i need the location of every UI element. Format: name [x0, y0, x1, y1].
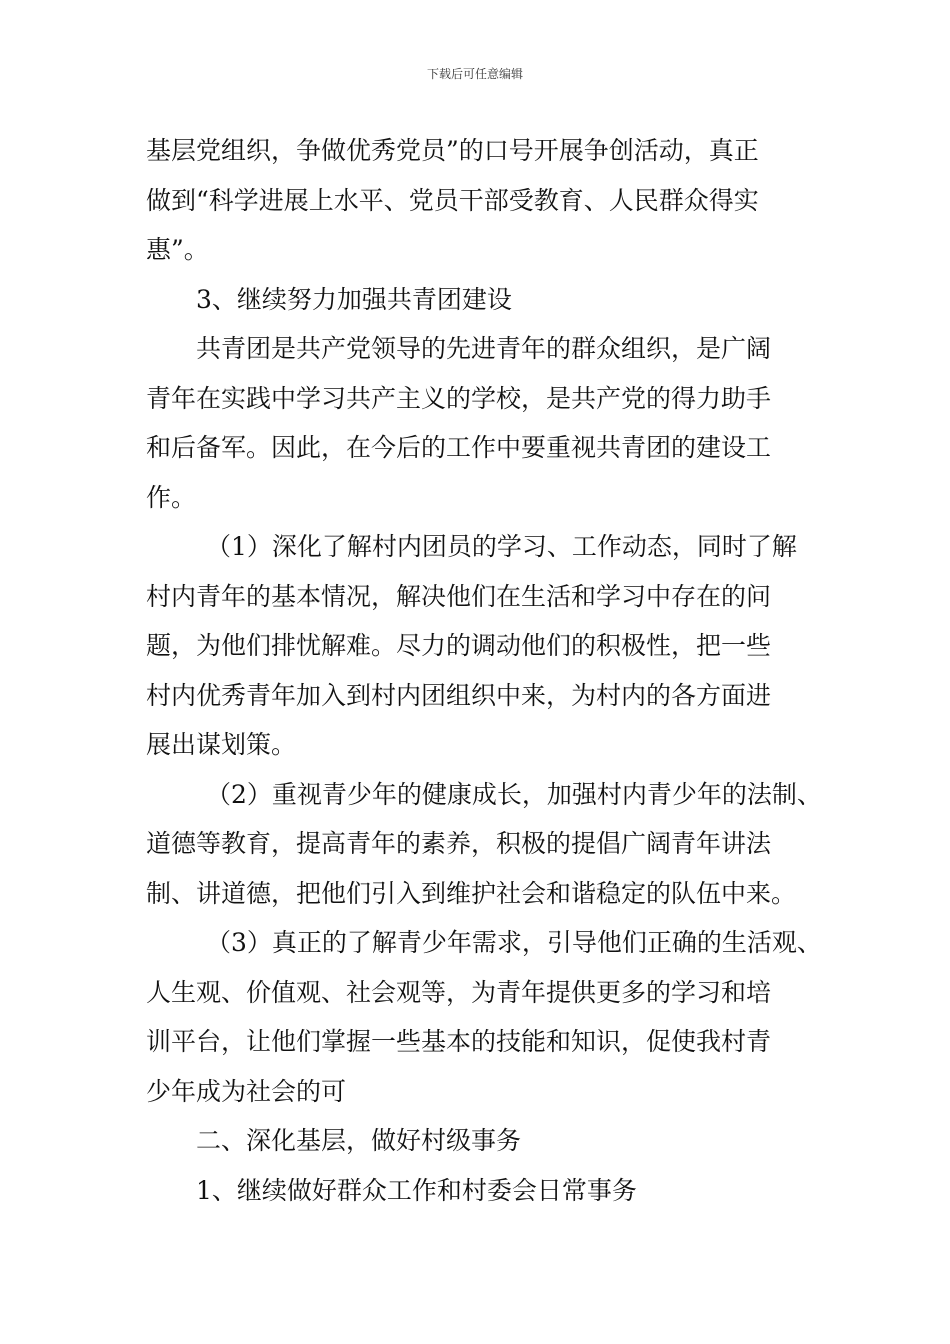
list-item-start: （1）深化了解村内团员的学习、工作动态，同时了解	[206, 532, 797, 561]
text-line: 和后备军。因此，在今后的工作中要重视共青团的建设工	[146, 433, 772, 462]
paragraph-start: 共青团是共产党领导的先进青年的群众组织，是广阔	[196, 334, 772, 363]
text-line: 青年在实践中学习共产主义的学校，是共产党的得力助手	[146, 383, 772, 413]
text-line: 展出谋划策。	[146, 730, 297, 759]
text-line: 训平台，让他们掌握一些基本的技能和知识，促使我村青	[146, 1027, 772, 1056]
list-item-start: （3）真正的了解青少年需求，引导他们正确的生活观、	[206, 928, 822, 957]
text-line: 道德等教育，提高青年的素养，积极的提倡广阔青年讲法	[146, 829, 772, 858]
document-body	[146, 126, 826, 1215]
text-line: 作。	[146, 482, 197, 512]
text-line: 村内优秀青年加入到村内团组织中来，为村内的各方面进	[146, 680, 772, 710]
section-heading: 3、继续努力加强共青团建设	[196, 284, 512, 314]
section-heading: 二、深化基层，做好村级事务	[196, 1126, 522, 1155]
page-header: 下载后可任意编辑	[426, 67, 523, 81]
text-line: 基层党组织，争做优秀党员”的口号开展争创活动，真正	[146, 136, 759, 165]
list-item-start: （2）重视青少年的健康成长，加强村内青少年的法制、	[206, 779, 822, 809]
text-line: 做到“科学进展上水平、党员干部受教育、人民群众得实	[146, 185, 759, 215]
section-heading: 1、继续做好群众工作和村委会日常事务	[196, 1175, 637, 1205]
text-line: 人生观、价值观、社会观等，为青年提供更多的学习和培	[146, 977, 772, 1007]
text-line: 少年成为社会的可	[146, 1076, 347, 1106]
text-line: 惠”。	[146, 235, 209, 264]
text-line: 制、讲道德，把他们引入到维护社会和谐稳定的队伍中来。	[146, 878, 797, 908]
text-line: 村内青年的基本情况，解决他们在生活和学习中存在的问	[146, 581, 772, 611]
text-line: 题，为他们排忧解难。尽力的调动他们的积极性，把一些	[146, 631, 772, 660]
